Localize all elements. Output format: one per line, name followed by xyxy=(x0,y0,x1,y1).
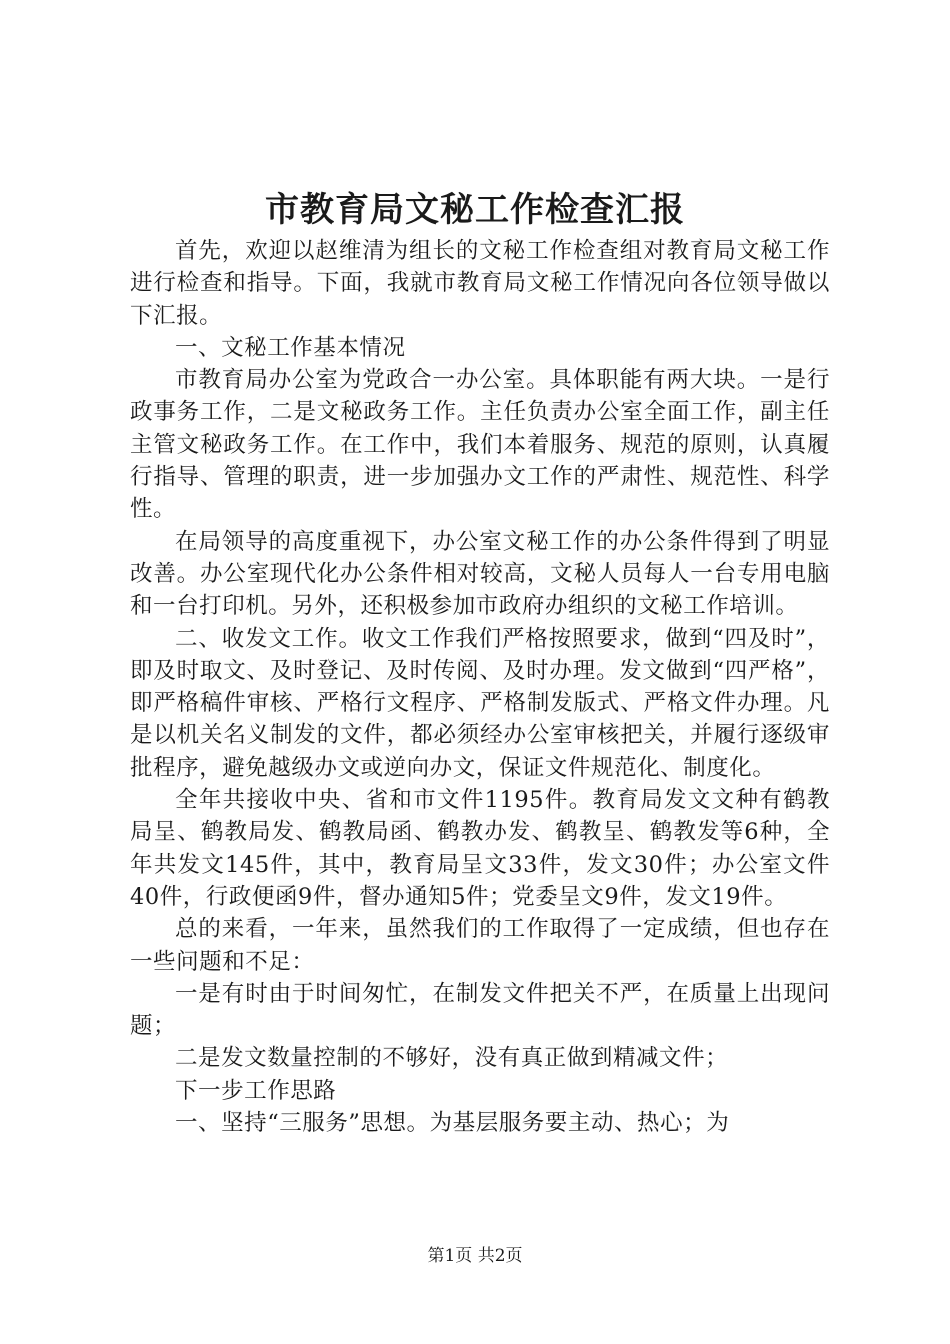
paragraph: 二、收发文工作。收文工作我们严格按照要求，做到“四及时”，即及时取文、及时登记、及时传阅、及时办理。发文做到“四严格”，即严格稿件审核、严格行文程序、严格制发版式、严格文件办理。凡是以机关名义制发的文件，都必须经办公室审核把关，并履行逐级审批程序，避免越级办文或逆向办文，保证文件规范化、制度化。 xyxy=(130,625,830,781)
paragraph: 总的来看，一年来，虽然我们的工作取得了一定成绩，但也存在一些问题和不足： xyxy=(130,916,830,975)
paragraph: 市教育局办公室为党政合一办公室。具体职能有两大块。一是行政事务工作，二是文秘政务工作。主任负责办公室全面工作，副主任主管文秘政务工作。在工作中，我们本着服务、规范的原则，认真履行指导、管理的职责，进一步加强办文工作的严肃性、规范性、科学性。 xyxy=(130,367,830,523)
paragraph: 在局领导的高度重视下，办公室文秘工作的办公条件得到了明显改善。办公室现代化办公条件相对较高，文秘人员每人一台专用电脑和一台打印机。另外，还积极参加市政府办组织的文秘工作培训。 xyxy=(130,528,830,620)
paragraph: 首先，欢迎以赵维清为组长的文秘工作检查组对教育局文秘工作进行检查和指导。下面，我就市教育局文秘工作情况向各位领导做以下汇报。 xyxy=(130,238,830,329)
paragraph: 全年共接收中央、省和市文件1195件。教育局发文文种有鹤教局呈、鹤教局发、鹤教局函、鹤教办发、鹤教呈、鹤教发等6种，全年共发文145件，其中，教育局呈文33件，发文30件；办公室文件40件，行政便函9件，督办通知5件；党委呈文9件，发文19件。 xyxy=(130,787,830,910)
section-heading: 一、文秘工作基本情况 xyxy=(175,334,406,361)
section-heading: 下一步工作思路 xyxy=(175,1077,337,1104)
paragraph: 一、坚持“三服务”思想。为基层服务要主动、热心；为 xyxy=(175,1110,730,1137)
paragraph: 二是发文数量控制的不够好，没有真正做到精减文件； xyxy=(175,1045,729,1072)
document-body xyxy=(130,235,830,1139)
document-title: 市教育局文秘工作检查汇报 xyxy=(265,190,685,230)
paragraph: 一是有时由于时间匆忙，在制发文件把关不严，在质量上出现问题； xyxy=(130,980,830,1040)
page-footer: 第1页 共2页 xyxy=(427,1246,523,1266)
